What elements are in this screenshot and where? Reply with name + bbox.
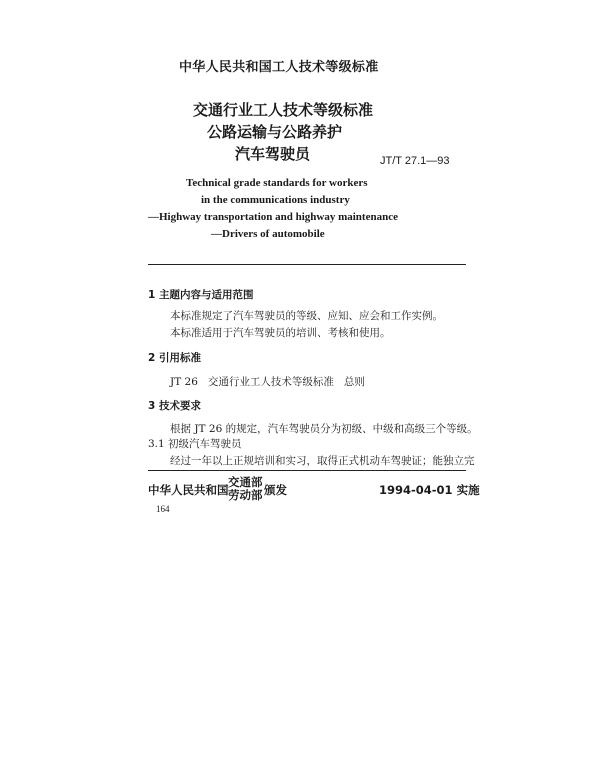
english-title-line-1: Technical grade standards for workers [186,177,368,189]
section-3-heading: 3 技术要求 [148,400,201,412]
section-2-heading: 2 引用标准 [148,352,201,364]
section-3-1-heading: 3.1 初级汽车驾驶员 [148,438,242,450]
title-line-3: 汽车驾驶员 [235,145,311,163]
section-2-reference: JT 26 交通行业工人技术等级标准 总则 [170,376,365,388]
section-1-paragraph-1: 本标准规定了汽车驾驶员的等级、应知、应会和工作实例。 [170,310,443,322]
section-3-1-paragraph-1: 经过一年以上正规培训和实习，取得正式机动车驾驶证；能独立完 [170,455,475,467]
issuer-departments [228,476,263,502]
series-title: 中华人民共和国工人技术等级标准 [179,60,379,75]
issuer-suffix: 颁发 [264,483,287,497]
title-line-2: 公路运输与公路养护 [207,123,343,141]
header-rule [148,264,466,265]
standard-code: JT/T 27.1—93 [380,155,450,167]
section-1-heading: 1 主题内容与适用范围 [148,289,254,301]
effective-date: 1994-04-01 实施 [379,483,480,497]
english-title-line-2: in the communications industry [201,194,350,206]
title-line-1: 交通行业工人技术等级标准 [193,101,374,119]
page-number: 164 [156,504,170,514]
english-title-line-4: —Drivers of automobile [211,228,325,240]
issuer-dept-2: 劳动部 [228,488,263,502]
english-title-line-3: —Highway transportation and highway maintenance [148,211,398,223]
section-1-paragraph-2: 本标准适用于汽车驾驶员的培训、考核和使用。 [170,327,391,339]
issuer-prefix: 中华人民共和国 [148,483,229,497]
section-3-paragraph-1: 根据 JT 26 的规定，汽车驾驶员分为初级、中级和高级三个等级。 [170,423,478,435]
issuer-dept-1: 交通部 [228,475,263,489]
footer-rule [148,470,466,471]
